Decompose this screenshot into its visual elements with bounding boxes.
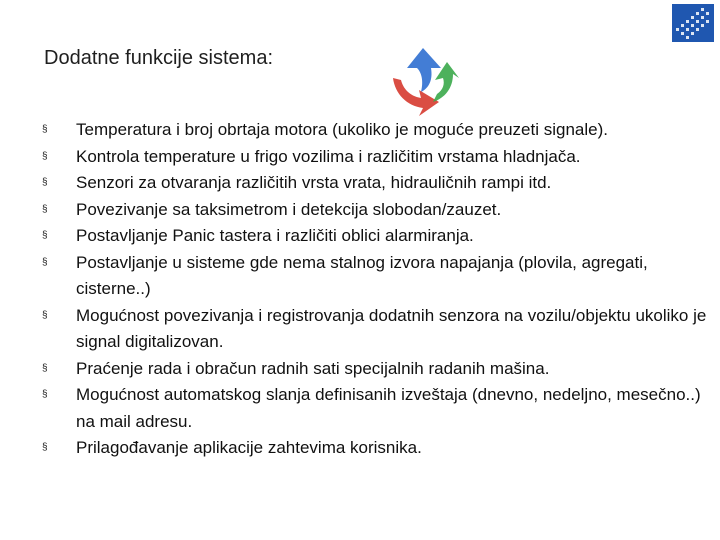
list-item [42,144,712,171]
slide-title: Dodatne funkcije sistema: [44,47,274,69]
bullet-icon: § [42,389,48,400]
list-item [42,303,712,356]
feature-list [42,117,712,462]
list-item-text: Praćenje rada i obračun radnih sati specijalnih radanih mašina. [76,358,550,378]
list-item [42,356,712,383]
bullet-icon: § [42,362,48,374]
bullet-icon: § [42,230,48,241]
list-item [42,250,712,303]
recycle-arrows-logo [383,44,463,116]
bullet-icon: § [42,309,48,321]
bullet-icon: § [42,203,48,215]
list-item [42,223,712,250]
bullet-icon: § [42,124,48,135]
corner-logo [672,4,714,42]
bullet-icon: § [42,442,48,453]
list-item [42,435,712,462]
bullet-icon: § [42,177,48,188]
list-item-text: Postavljanje Panic tastera i različiti oblici alarmiranja. [76,226,474,245]
list-item-text: Postavljanje u sisteme gde nema stalnog izvora napajanja (plovila, agregati, cisterne..) [76,252,648,298]
list-item-text: Temperatura i broj obrtaja motora (ukoliko je moguće preuzeti signale). [76,120,608,139]
list-item [42,382,712,435]
list-item [42,117,712,144]
list-item-text: Prilagođavanje aplikacije zahtevima korisnika. [76,438,422,457]
list-item-text: Mogućnost povezivanja i registrovanja dodatnih senzora na vozilu/objektu ukoliko je signal digitalizovan. [76,305,707,351]
list-item-text: Kontrola temperature u frigo vozilima i različitim vrstama hladnjača. [76,146,581,166]
list-item-text: Mogućnost automatskog slanja definisanih izveštaja (dnevno, nedeljno, mesečno..) na mail adresu. [76,385,701,431]
list-item [42,197,712,224]
list-item [42,170,712,197]
bullet-icon: § [42,256,48,268]
list-item-text: Senzori za otvaranja različitih vrsta vrata, hidrauličnih rampi itd. [76,173,552,192]
bullet-icon: § [42,150,48,162]
list-item-text: Povezivanje sa taksimetrom i detekcija slobodan/zauzet. [76,199,502,219]
